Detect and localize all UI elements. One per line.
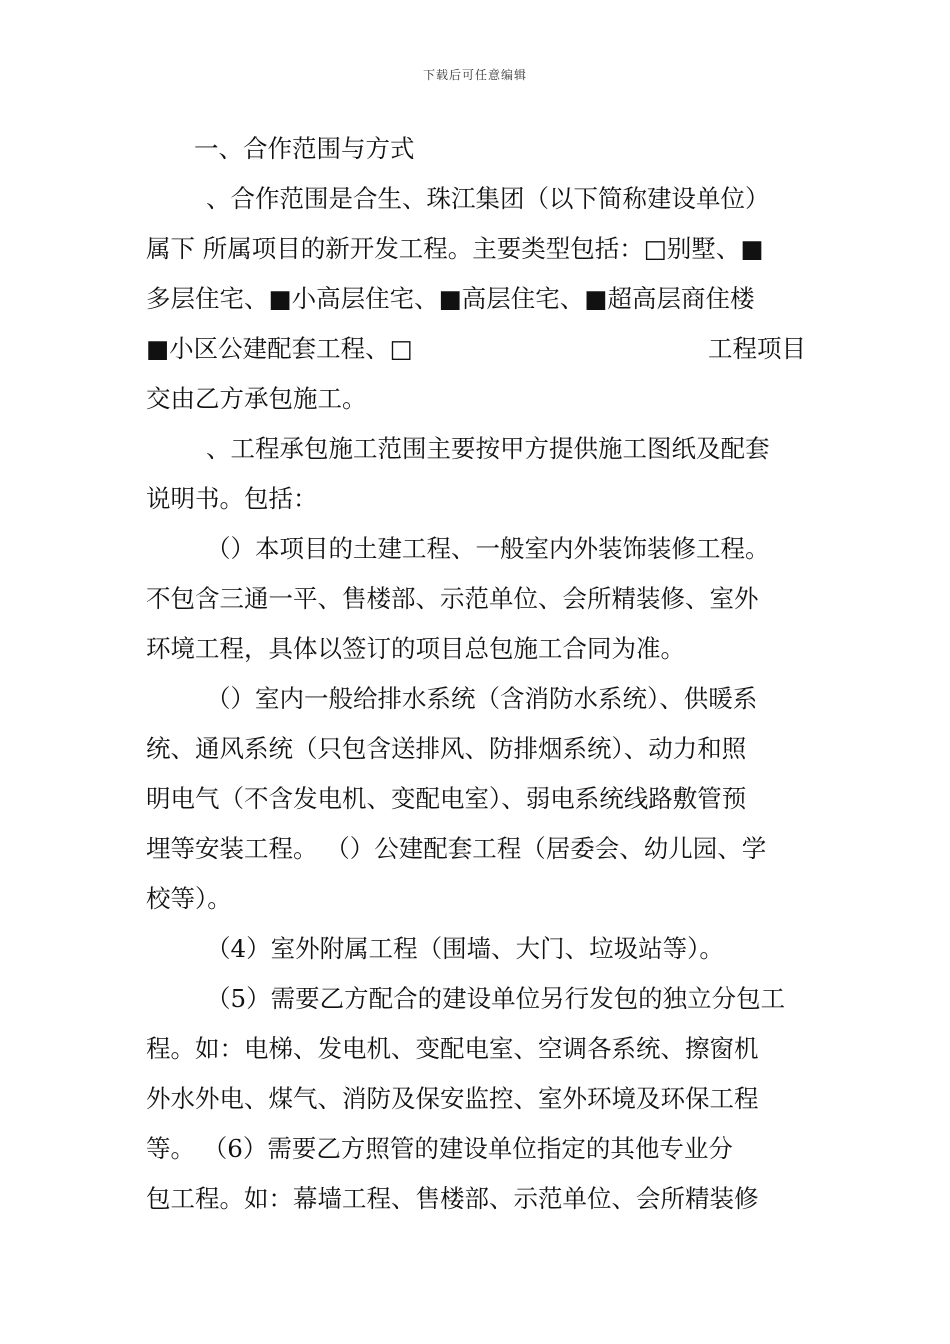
paragraph-line: 统、通风系统（只包含送排风、防排烟系统）、动力和照 (146, 734, 747, 763)
paragraph-line: 埋等安装工程。 （）公建配套工程（居委会、幼儿园、学 (146, 834, 767, 863)
paragraph-line: 说明书。包括： (146, 484, 318, 513)
paragraph-line: （4）室外附属工程（围墙、大门、垃圾站等）。 (206, 934, 724, 963)
paragraph-line: 环境工程，具体以签订的项目总包施工合同为准。 (146, 634, 685, 663)
paragraph-line: 、合作范围是合生、珠江集团（以下简称建设单位） (206, 184, 770, 213)
paragraph-line: 校等）。 (146, 884, 232, 913)
section-heading: 一、合作范围与方式 (194, 134, 415, 163)
paragraph-line: 外水外电、煤气、消防及保安监控、室外环境及环保工程 (146, 1084, 759, 1113)
page-header: 下载后可任意编辑 (422, 68, 527, 82)
paragraph-line: 不包含三通一平、售楼部、示范单位、会所精装修、室外 (146, 584, 759, 613)
paragraph-line: 等。 （6）需要乙方照管的建设单位指定的其他专业分 (146, 1134, 733, 1163)
paragraph-line: 属下 所属项目的新开发工程。主要类型包括：□别墅、■ (146, 234, 764, 263)
paragraph-line-left: ■小区公建配套工程、□ (146, 334, 413, 363)
paragraph-line-right: 工程项目 (708, 334, 806, 363)
document-body (146, 124, 806, 1224)
paragraph-line: （5）需要乙方配合的建设单位另行发包的独立分包工 (206, 984, 786, 1013)
paragraph-line: 明电气（不含发电机、变配电室）、弱电系统线路敷管预 (146, 784, 747, 813)
paragraph-line-split (146, 324, 806, 374)
paragraph-line: （）室内一般给排水系统（含消防水系统）、供暖系 (206, 684, 758, 713)
paragraph-line: 交由乙方承包施工。 (146, 384, 367, 413)
paragraph-line: 包工程。如：幕墙工程、售楼部、示范单位、会所精装修 (146, 1184, 759, 1213)
paragraph-line: 程。如：电梯、发电机、变配电室、空调各系统、擦窗机 (146, 1034, 759, 1063)
paragraph-line: 多层住宅、■小高层住宅、■高层住宅、■超高层商住楼 (146, 284, 755, 313)
paragraph-line: 、工程承包施工范围主要按甲方提供施工图纸及配套 (206, 434, 770, 463)
paragraph-line: （）本项目的土建工程、一般室内外装饰装修工程。 (206, 534, 770, 563)
